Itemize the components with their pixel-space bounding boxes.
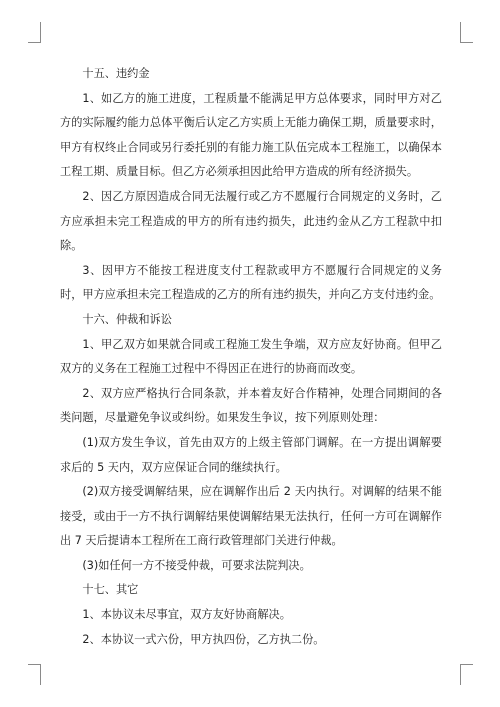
paragraph: (1)双方发生争议，首先由双方的上级主管部门调解。在一方提出调解要求后的 5 天内，双方应保证合同的继续执行。 — [60, 435, 442, 474]
paragraph: (3)如任何一方不接受仲裁，可要求法院判决。 — [82, 558, 311, 572]
crop-mark-bottom-right — [460, 664, 473, 685]
section-heading-breach-penalty: 十五、违约金 — [82, 67, 150, 80]
crop-mark-top-right — [460, 22, 473, 43]
paragraph: 2、双方应严格执行合同条款，并本着友好合作精神，处理合同期间的各类问题，尽量避免争议或纠纷。如果发生争议，按下列原则处理： — [60, 386, 442, 425]
crop-mark-top-left — [28, 22, 41, 43]
crop-mark-bottom-left — [28, 664, 41, 685]
paragraph: 1、本协议未尽事宜，双方友好协商解决。 — [82, 608, 291, 622]
paragraph: (2)双方接受调解结果，应在调解作出后 2 天内执行。对调解的结果不能接受，或由于一方不执行调解结果使调解结果无法执行，任何一方可在调解作出 7 天后提请本工程所在工商行政管理部门关进行仲裁。 — [60, 485, 442, 548]
document-body — [60, 62, 442, 652]
paragraph: 3、因甲方不能按工程进度支付工程款或甲方不愿履行合同规定的义务时，甲方应承担未完工程造成的乙方的所有违约损失，并向乙方支付违约金。 — [60, 263, 442, 302]
paragraph: 2、本协议一式六份，甲方执四份，乙方执二份。 — [82, 632, 325, 646]
paragraph: 2、因乙方原因造成合同无法履行或乙方不愿履行合同规定的义务时，乙方应承担未完工程造成的甲方的所有违约损失，此违约金从乙方工程款中扣除。 — [60, 189, 442, 253]
paragraph: 1、如乙方的施工进度，工程质量不能满足甲方总体要求，同时甲方对乙方的实际履约能力总体平衡后认定乙方实质上无能力确保工期，质量要求时，甲方有权终止合同或另行委托别的有能力施工队伍完成本工程施工，以确保本工程工期、质量目标。但乙方必须承担因此给甲方造成的所有经济损失。 — [60, 91, 442, 179]
section-heading-arbitration: 十六、仲裁和诉讼 — [82, 312, 172, 326]
section-heading-other: 十七、其它 — [82, 583, 139, 597]
paragraph: 1、甲乙双方如果就合同或工程施工发生争端，双方应友好协商。但甲乙双方的义务在工程施工过程中不得因正在进行的协商而改变。 — [60, 337, 442, 376]
